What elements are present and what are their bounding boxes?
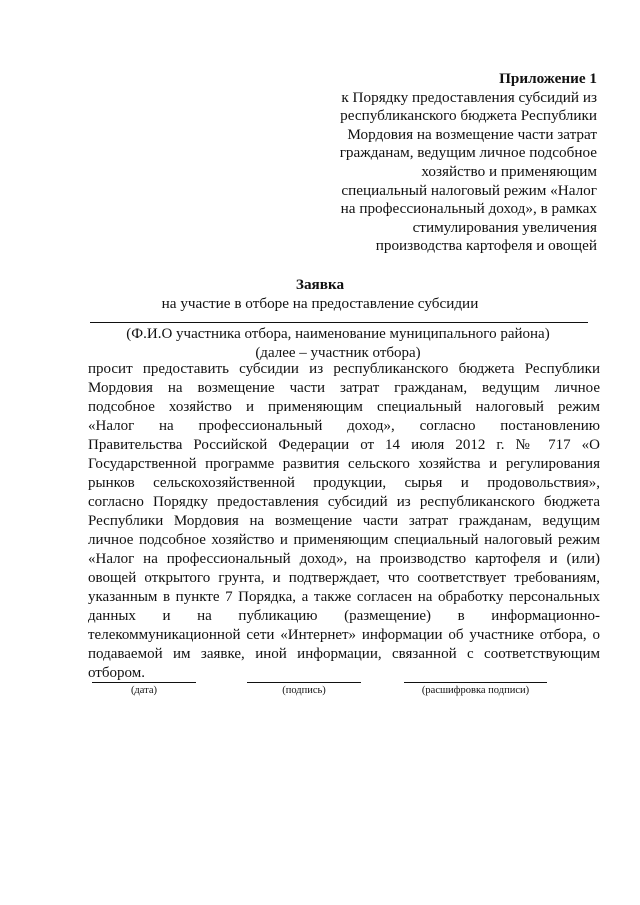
appendix-line: хозяйство и применяющим [421,162,597,180]
participant-caption-block [88,325,588,363]
appendix-line: республиканского бюджета Республики [340,107,597,125]
body-line: данных и на публикацию (размещение) в информационно- [88,608,600,624]
decoding-rule [404,682,547,683]
body-line: Республики Мордовия на возмещение части затрат гражданам, ведущим [88,513,600,529]
application-heading [0,275,640,313]
signature-decoding-field [404,682,547,696]
signature-rule [247,682,361,683]
appendix-line: производства картофеля и овощей [375,237,597,255]
appendix-title: Приложение 1 [499,70,597,87]
body-line: просит предоставить субсидии из республиканского бюджета Республики [88,361,600,377]
body-line: личное подсобное хозяйство и применяющим специальный налоговый режим [88,532,600,548]
body-line: согласно Порядку предоставления субсидий из республиканского бюджета [88,494,600,510]
application-subtitle: на участие в отборе на предоставление субсидии [161,295,479,312]
date-caption: (дата) [130,685,158,696]
body-line: отбором. [88,665,145,681]
body-line: рынков сельскохозяйственной продукции, сырья и продовольствия», [88,475,600,491]
body-line: Государственной программе развития сельского хозяйства и регулирования [88,456,600,472]
appendix-line: на профессиональный доход», в рамках [340,200,597,218]
participant-caption: (Ф.И.О участника отбора, наименование муниципального района) [126,326,550,342]
appendix-line: гражданам, ведущим личное подсобное [339,144,597,162]
body-line: телекоммуникационной сети «Интернет» информации об участнике отбора, о [88,627,600,643]
body-line: «Налог на профессиональный доход», на производство картофеля и (или) [88,551,600,567]
signature-caption: (подпись) [282,685,326,696]
appendix-line: специальный налоговый режим «Налог [341,181,597,199]
signature-field [247,682,361,696]
body-line: Мордовия на возмещение части затрат гражданам, ведущим личное [88,380,600,396]
body-line: указанным в пункте 7 Порядка, а также согласен на обработку персональных [88,589,600,605]
decoding-caption: (расшифровка подписи) [421,685,530,696]
body-line: подаваемой им заявке, иной информации, связанной с соответствующим [88,646,600,662]
participant-note: (далее – участник отбора) [255,345,421,361]
appendix-line: к Порядку предоставления субсидий из [341,88,597,106]
body-line: «Налог на профессиональный доход», согласно постановлению [88,418,600,434]
date-signature-field [92,682,196,696]
body-line: овощей открытого грунта, и подтверждает, что соответствует требованиям, [88,570,600,586]
application-title: Заявка [295,276,345,293]
date-rule [92,682,196,683]
participant-fill-line [90,322,588,323]
appendix-line: стимулирования увеличения [412,218,597,236]
appendix-line: Мордовия на возмещение части затрат [347,125,597,143]
application-body [88,360,600,683]
body-line: подсобное хозяйство и применяющим специальный налоговый режим [88,399,600,415]
appendix-block [307,70,597,256]
body-line: Правительства Российской Федерации от 14 июля 2012 г. № 717 «О [88,437,600,453]
